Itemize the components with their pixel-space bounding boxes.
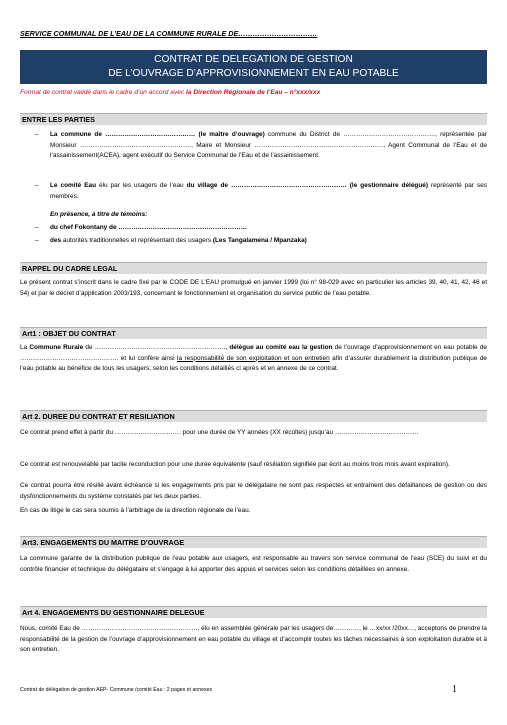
party-commune-paragraph: La commune de …………………………………… (le maître d’ouvrage) commune du District de ……………………………………., représentée par Monsieur ……………………………………………., Maire et Monsieur ……………………………………………………, Agent Communal de l’Eau et de l’assainissement(ACEA), agent exécutif du Service Communal de l’Eau et de l’assainissement. xyxy=(50,131,488,160)
title-line-2: DE L’OUVRAGE D’APPROVISIONNEMENT EN EAU POTABLE xyxy=(108,68,399,79)
format-note: Format de contrat validé dans le cadre d’un accord avec la Direction Régionale de l’Eau – n°xxx/xxx xyxy=(20,89,321,96)
witnesses-label: En présence, à titre de témoins: xyxy=(50,211,148,218)
service-header: SERVICE COMMUNAL DE L’EAU DE LA COMMUNE RURALE DE…………………………… xyxy=(20,29,318,38)
art2-paragraph-1: Ce contrat prend effet à partir du …………………………. pour une durée de YY années (XX récoltes) jusqu’au ………………………………… xyxy=(20,429,419,436)
page-footer: Contrat de délégation de gestion AEP- Commune /comité Eau : 2 pages et annexes xyxy=(20,687,213,693)
bullet-dash: – xyxy=(35,237,39,244)
section-heading-parties: ENTRE LES PARTIES xyxy=(20,113,487,125)
legal-framework-text: Le présent contrat s’inscrit dans le cadre fixé par le CODE DE L’EAU promulgué en janvier 1999 (loi n° 98-029 avec en particulier les articles 39, 40, 41, 42, 46 et 54) et par le décret d’application 2003/193, concernant le fonctionnement et organisation du service public de l’eau potable. xyxy=(20,279,487,297)
bullet-dash: – xyxy=(35,182,39,189)
witness-authorities: des autorités traditionnelles et représentant des usagers (Les Tangalamena / Mpanzaka) xyxy=(50,237,307,244)
party-comite-paragraph: Le comité Eau élu par les usagers de l’eau du village de ……………………………………………… (le gestionnaire délégué) représenté par ses membres. xyxy=(50,182,487,200)
section-heading-art1: Art1 : OBJET DU CONTRAT xyxy=(20,327,487,339)
art2-paragraph-2: Ce contrat est renouvelable par tacite reconduction pour une durée équivalente (sauf résiliation signifiée par écrit au moins trois mois avant expiration). xyxy=(20,461,450,468)
bullet-dash: – xyxy=(35,224,39,231)
art2-paragraph-4: En cas de litige le cas sera soumis à l’arbitrage de la direction régionale de l’eau. xyxy=(20,507,251,514)
section-heading-art4: Art 4. ENGAGEMENTS DU GESTIONNAIRE DELEGUE xyxy=(20,606,487,618)
art2-paragraph-3: Ce contrat pourra être résilié avant échéance si les engagements pris par le délégataire ne sont pas respectés et entraînent des défaillances de gestion ou des dysfonctionnements du système constatés par les deux parties. xyxy=(20,482,487,500)
page-number: 1 xyxy=(452,684,457,695)
art1-text: La Commune Rurale de ……………………………………………………., délègue au comité eau la gestion de l’ouvrage d’approvisionnement en eau potable de ………………………………………. et lui confère ainsi la responsabilité de son exploitation et son entretien afin d’assurer durablement la distribution publique de l’eau potable au bénéfice de tous les usagers, selon les conditions détaillés ci après et en annexe de ce contrat. xyxy=(20,344,487,373)
section-heading-art2: Art 2. DUREE DU CONTRAT ET RESILIATION xyxy=(20,410,487,422)
section-heading-legal: RAPPEL DU CADRE LEGAL xyxy=(20,262,487,274)
section-heading-art3: Art3. ENGAGEMENTS DU MAITRE D’OUVRAGE xyxy=(20,536,487,548)
witness-fokontany: du chef Fokontany de …………………………………………………… xyxy=(50,224,248,231)
art3-text: La commune garante de la distribution publique de l’eau potable aux usagers, est responsable au travers son service communal de l’eau (SCE) du suivi et du contrôle financier et technique du délégataire et s’engage à lui apporter des appuis et services selon les conditions détaillées en annexe. xyxy=(20,555,487,573)
bullet-dash: – xyxy=(35,131,39,138)
title-line-1: CONTRAT DE DELEGATION DE GESTION xyxy=(154,54,353,65)
art4-text: Nous, comité Eau de ………………………………………………, élu en assemblée générale par les usagers de…………, le …xx/xx /20xx…, acceptons de prendre la responsabilité de la gestion de l’ouvrage d’approvisionnement en eau potable du village et d’accomplir toutes les tâches nécessaires à son exploitation durable et à son entretien. xyxy=(20,625,487,654)
contract-title-banner xyxy=(20,50,487,84)
